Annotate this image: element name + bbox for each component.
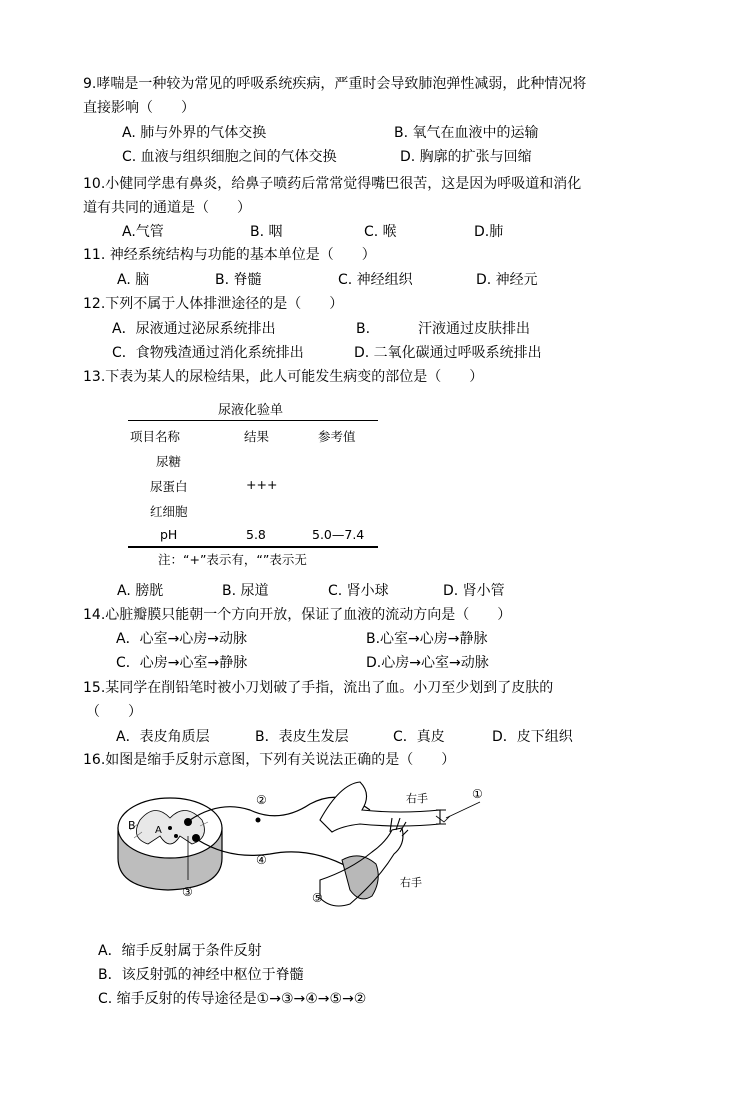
q12-option-b-letter: B. [356, 321, 371, 337]
q13-stem: 13.下表为某人的尿检结果，此人可能发生病变的部位是（ ） [83, 369, 484, 385]
label-4: ④ [256, 853, 267, 867]
q15-stem-line2: （ ） [86, 704, 142, 720]
table-row-2-item: 尿蛋白 [150, 479, 188, 494]
q16-stem: 16.如图是缩手反射示意图，下列有关说法正确的是（ ） [83, 752, 456, 768]
q15-stem-line1: 15.某同学在削铅笔时被小刀划破了手指，流出了血。小刀至少划到了皮肤的 [83, 680, 554, 696]
q16-option-b: B．该反射弧的神经中枢位于脊髓 [98, 967, 304, 983]
q9-option-b: B. 氧气在血液中的运输 [394, 125, 539, 141]
table-header-item: 项目名称 [130, 429, 181, 444]
label-1: ① [472, 787, 483, 801]
q14-stem: 14.心脏瓣膜只能朝一个方向开放，保证了血液的流动方向是（ ） [83, 607, 512, 623]
table-row-3-item: 红细胞 [150, 504, 188, 519]
q11-option-b: B. 脊髓 [215, 272, 262, 288]
label-right-hand-bottom: 右手 [400, 876, 422, 889]
q10-option-a: A.气管 [122, 224, 164, 240]
label-1-leader [446, 802, 480, 818]
table-header-reference: 参考值 [318, 429, 356, 444]
table-row-4-reference: 5.0—7.4 [312, 527, 365, 542]
table-title: 尿液化验单 [218, 403, 284, 418]
q10-option-d: D.肺 [474, 224, 504, 240]
q9-stem-line1: 9.哮喘是一种较为常见的呼吸系统疾病，严重时会导致肺泡弹性减弱，此种情况将 [83, 76, 587, 92]
upper-arm [320, 782, 440, 832]
q9-stem-line2: 直接影响（ ） [83, 100, 195, 116]
table-row-1-item: 尿糖 [156, 454, 182, 469]
q10-option-b: B. 咽 [250, 224, 283, 240]
q13-option-b: B. 尿道 [222, 583, 269, 599]
label-right-hand-top: 右手 [406, 792, 428, 805]
q13-option-d: D. 肾小管 [443, 583, 505, 599]
q16-option-a: A．缩手反射属于条件反射 [98, 943, 262, 959]
table-bottom-rule [128, 546, 378, 548]
q14-option-c: C．心房→心室→静脉 [116, 655, 248, 671]
label-b: B [128, 819, 136, 832]
label-5: ⑤ [312, 891, 323, 905]
q10-option-c: C. 喉 [364, 224, 397, 240]
q14-option-a: A．心室→心房→动脉 [116, 631, 248, 647]
table-row-4-item: pH [160, 527, 178, 542]
q15-option-c: C．真皮 [393, 729, 445, 745]
q11-stem: 11. 神经系统结构与功能的基本单位是（ ） [83, 247, 376, 263]
q14-option-d: D.心房→心室→动脉 [366, 655, 489, 671]
forearm-muscle [342, 856, 378, 899]
q16-option-c: C. 缩手反射的传导途径是①→③→④→⑤→② [98, 991, 367, 1007]
q15-option-a: A．表皮角质层 [116, 729, 210, 745]
q14-option-b: B.心室→心房→静脉 [366, 631, 488, 647]
q13-option-c: C. 肾小球 [328, 583, 389, 599]
q10-stem-line2: 道有共同的通道是（ ） [83, 200, 251, 216]
q9-option-d: D. 胸廓的扩张与回缩 [400, 149, 532, 165]
label-a: A [155, 825, 162, 836]
q9-option-c: C. 血液与组织细胞之间的气体交换 [122, 149, 337, 165]
q15-option-d: D．皮下组织 [492, 729, 573, 745]
q11-option-a: A. 脑 [117, 272, 150, 288]
table-note: 注：“+”表示有，“”表示无 [158, 552, 307, 567]
table-header-result: 结果 [244, 429, 270, 444]
table-row-2-result: +++ [246, 477, 278, 492]
label-3: ③ [182, 885, 193, 899]
reflex-arc-figure [110, 780, 500, 920]
q15-option-b: B．表皮生发层 [255, 729, 349, 745]
q12-option-a: A．尿液通过泌尿系统排出 [112, 321, 276, 337]
table-row-4-result: 5.8 [246, 527, 266, 542]
q10-stem-line1: 10.小健同学患有鼻炎，给鼻子喷药后常常觉得嘴巴很苦，这是因为呼吸道和消化 [83, 176, 582, 192]
q11-option-c: C. 神经组织 [338, 272, 413, 288]
q11-option-d: D. 神经元 [476, 272, 538, 288]
q9-option-a: A. 肺与外界的气体交换 [122, 125, 267, 141]
label-2: ② [256, 793, 267, 807]
table-top-rule [128, 420, 378, 421]
q12-option-c: C．食物残渣通过消化系统排出 [112, 345, 304, 361]
q12-option-d: D. 二氧化碳通过呼吸系统排出 [354, 345, 542, 361]
urine-test-table [120, 393, 396, 571]
q12-stem: 12.下列不属于人体排泄途径的是（ ） [83, 296, 344, 312]
q12-option-b-text: 汗液通过皮肤排出 [418, 321, 530, 337]
q13-option-a: A. 膀胱 [117, 583, 164, 599]
